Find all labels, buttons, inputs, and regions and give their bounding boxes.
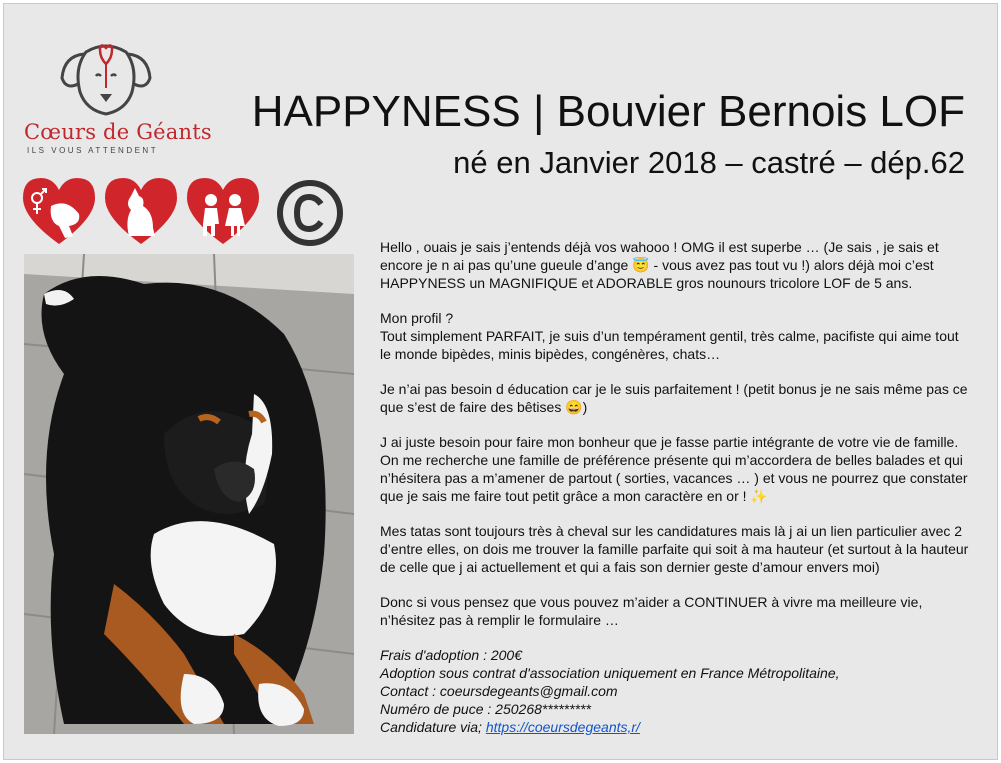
bernese-mountain-dog-photo	[24, 254, 354, 734]
brand-name: Cœurs de Géants	[24, 120, 212, 144]
brand-tagline: ILS VOUS ATTENDENT	[27, 146, 159, 155]
intro-paragraph: Hello , ouais je sais j’entends déjà vos wahooo ! OMG il est superbe … (Je sais , je sais et encore je n ai pas qu’une gueule d’ange 😇 - vous avez pas tout vu !) alors déjà moi c’est HAPPYNESS un MAGNIFIQUE et ADORABLE gros nounours tricolore LOF de 5 ans.	[380, 239, 939, 291]
application-label: Candidature via;	[380, 719, 486, 735]
heart-cat-icon	[103, 176, 179, 246]
call-to-action-paragraph: Donc si vous pensez que vous pouvez m’aider a CONTINUER à vivre ma meilleure vie, n’hésitez pas à remplir le formulaire …	[380, 594, 923, 628]
education-paragraph: Je n’ai pas besoin d éducation car je le suis parfaitement ! (petit bonus je ne sais même pas ce que s’est de faire des bêtises 😄)	[380, 381, 968, 415]
description	[380, 238, 970, 736]
profile-heading: Mon profil ?	[380, 310, 454, 326]
dog-photo	[24, 254, 354, 734]
brand-logo	[22, 38, 212, 162]
copyright-icon	[275, 178, 345, 248]
heart-children-icon	[185, 176, 261, 246]
application-line	[380, 718, 970, 736]
contact-email: Contact : coeursdegeants@gmail.com	[380, 683, 618, 699]
adoption-fee: Frais d'adoption : 200€	[380, 647, 522, 663]
chip-number: Numéro de puce : 250268*********	[380, 701, 591, 717]
page-title: HAPPYNESS | Bouvier Bernois LOF	[251, 87, 965, 136]
profile-paragraph	[380, 309, 970, 363]
application-link[interactable]: https://coeursdegeants,r/	[485, 719, 640, 735]
compatibility-badges	[21, 176, 351, 250]
adoption-contract: Adoption sous contrat d'association uniquement en France Métropolitaine,	[380, 665, 840, 681]
profile-text: Tout simplement PARFAIT, je suis d’un tempérament gentil, très calme, pacifiste qui aime tout le monde bipèdes, minis bipèdes, congénères, chats…	[380, 328, 959, 362]
needs-paragraph: J ai juste besoin pour faire mon bonheur que je fasse partie intégrante de votre vie de famille. On me recherche une famille de préférence présente qui m’accordera de belles balades et qui n’hésitera pas a m’amener de partout ( sorties, vacances … ) et vous ne pourrez que constater que je sais me faire tout petit grâce a mon caractère en or ! ✨	[380, 434, 968, 504]
heart-male-female-dog-icon	[21, 176, 97, 246]
dog-face-logo-icon	[56, 38, 156, 118]
page-subtitle: né en Janvier 2018 – castré – dép.62	[453, 145, 965, 180]
adoption-slide	[3, 3, 998, 760]
candidature-paragraph: Mes tatas sont toujours très à cheval sur les candidatures mais là j ai un lien particulier avec 2 d’entre elles, on dois me trouver la famille parfaite qui soit à ma hauteur (et surtout à la hauteur de celle que j ai actuellement et qui a fais son dernier geste d’amour envers moi)	[380, 523, 969, 575]
